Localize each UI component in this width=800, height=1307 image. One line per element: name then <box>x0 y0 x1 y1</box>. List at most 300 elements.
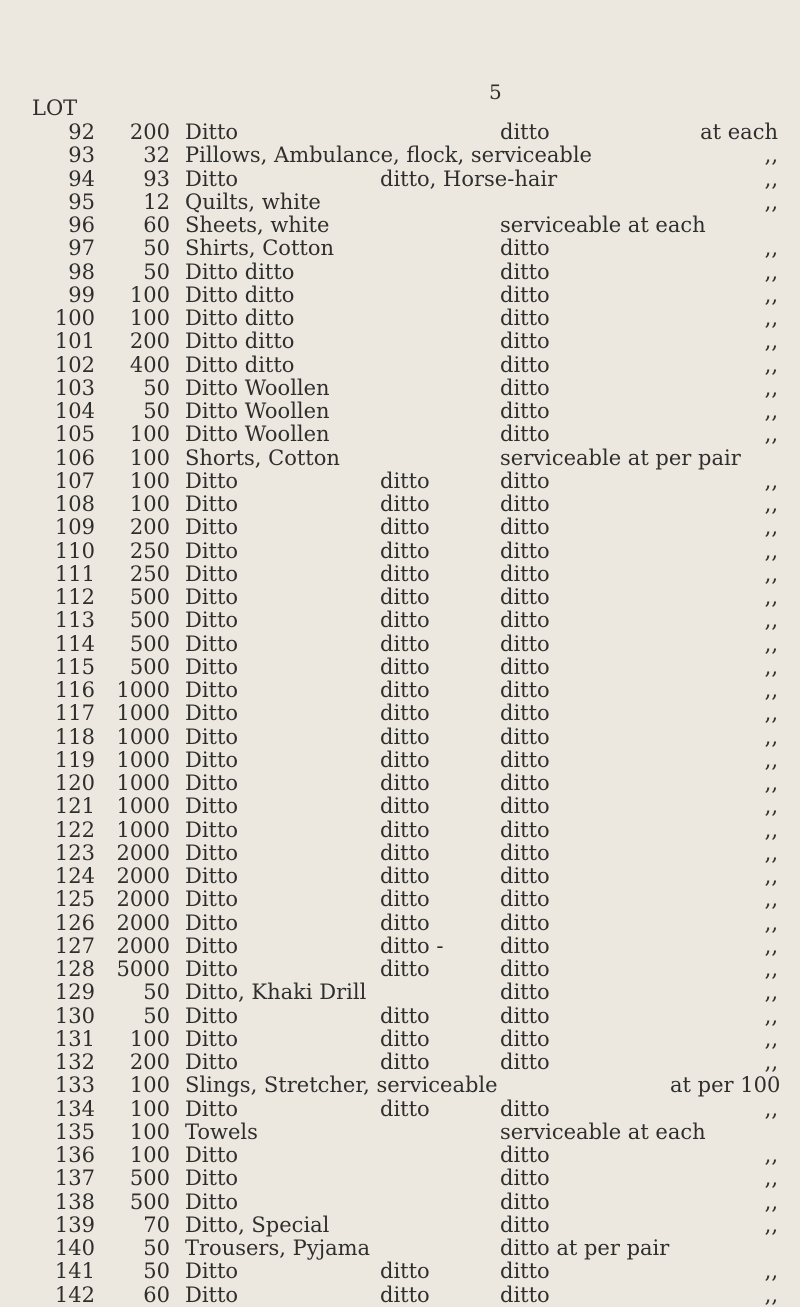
description-detail: ditto <box>380 1096 430 1121</box>
quantity: 1000 <box>116 747 170 772</box>
quantity: 100 <box>129 1096 170 1121</box>
price-basis: ,, <box>764 306 778 330</box>
description-detail: ditto <box>380 585 430 609</box>
description-detail: ditto <box>380 492 430 516</box>
description: Ditto <box>185 120 239 144</box>
description-detail: ditto <box>380 910 430 935</box>
lot-number: 139 <box>54 1212 95 1237</box>
lot-number: 122 <box>54 817 95 842</box>
description-detail: ditto <box>380 631 430 656</box>
lot-row <box>0 795 800 818</box>
lot-row <box>0 354 800 377</box>
description-detail: ditto, Horse-hair <box>380 166 558 191</box>
quantity: 1000 <box>116 701 170 726</box>
quantity: 400 <box>129 352 170 377</box>
description-detail: ditto <box>380 747 430 772</box>
quantity: 2000 <box>116 887 170 912</box>
price-basis: at per 100 <box>670 1073 781 1098</box>
lot-number: 112 <box>54 585 95 609</box>
quantity: 1000 <box>116 817 170 842</box>
description: Ditto Woollen <box>185 422 330 447</box>
price-basis: ,, <box>764 259 778 284</box>
quantity: 100 <box>129 1119 170 1144</box>
quantity: 2000 <box>116 864 170 888</box>
lot-row <box>0 865 800 888</box>
lot-number: 118 <box>54 724 95 749</box>
description-detail: ditto <box>380 724 430 749</box>
condition: ditto <box>500 352 550 377</box>
lot-row <box>0 563 800 586</box>
condition: ditto <box>500 1096 550 1121</box>
lot-number: 109 <box>54 515 95 540</box>
quantity: 500 <box>129 1189 170 1214</box>
quantity: 100 <box>129 1073 170 1098</box>
price-basis: ,, <box>764 468 778 493</box>
lot-number: 123 <box>54 840 95 865</box>
price-basis: ,, <box>764 771 778 795</box>
lot-number: 115 <box>54 654 95 679</box>
lot-row <box>0 470 800 493</box>
lot-number: 124 <box>54 864 95 888</box>
lot-number: 116 <box>54 678 95 702</box>
description-detail: ditto <box>380 1282 430 1307</box>
lot-row <box>0 493 800 516</box>
price-basis: ,, <box>764 585 778 609</box>
price-basis: ,, <box>764 399 778 423</box>
quantity: 100 <box>129 1143 170 1167</box>
condition: ditto <box>500 515 550 540</box>
quantity: 500 <box>129 1166 170 1191</box>
description-detail: ditto <box>380 1003 430 1028</box>
price-basis: ,, <box>764 375 778 400</box>
condition: ditto <box>500 422 550 447</box>
condition: ditto <box>500 980 550 1005</box>
lot-row <box>0 749 800 772</box>
description: Ditto <box>185 864 239 888</box>
lot-row <box>0 981 800 1004</box>
lot-row <box>0 237 800 260</box>
price-basis: ,, <box>764 492 778 516</box>
lot-number: 103 <box>54 375 95 400</box>
price-basis: ,, <box>764 1212 778 1237</box>
condition: ditto <box>500 747 550 772</box>
lot-row <box>0 609 800 632</box>
lot-row <box>0 819 800 842</box>
lot-number: 126 <box>54 910 95 935</box>
condition: ditto <box>500 933 550 958</box>
condition: serviceable at per pair <box>500 445 741 470</box>
lot-row <box>0 1237 800 1260</box>
condition: serviceable at each <box>500 213 706 237</box>
lot-row <box>0 1284 800 1307</box>
description-detail: ditto <box>380 468 430 493</box>
lot-header: LOT <box>32 96 78 120</box>
quantity: 100 <box>129 282 170 307</box>
lot-row <box>0 1121 800 1144</box>
condition: ditto <box>500 1166 550 1191</box>
lot-row <box>0 888 800 911</box>
lot-number: 93 <box>68 143 95 168</box>
description: Towels <box>185 1119 258 1144</box>
description: Sheets, white <box>185 213 330 237</box>
lot-row <box>0 330 800 353</box>
description-detail: ditto <box>380 887 430 912</box>
description: Shirts, Cotton <box>185 236 334 261</box>
description: Ditto <box>185 817 239 842</box>
lot-row <box>0 168 800 191</box>
price-basis: ,, <box>764 608 778 633</box>
lot-number: 130 <box>54 1003 95 1028</box>
quantity: 500 <box>129 631 170 656</box>
condition: ditto <box>500 678 550 702</box>
condition: ditto <box>500 864 550 888</box>
price-basis: ,, <box>764 189 778 214</box>
quantity: 100 <box>129 468 170 493</box>
quantity: 50 <box>143 399 170 423</box>
description: Ditto <box>185 1050 239 1074</box>
quantity: 2000 <box>116 840 170 865</box>
description: Ditto <box>185 608 239 633</box>
condition: ditto <box>500 817 550 842</box>
price-basis: ,, <box>764 1282 778 1307</box>
description: Ditto <box>185 468 239 493</box>
quantity: 100 <box>129 422 170 447</box>
condition: ditto <box>500 887 550 912</box>
quantity: 100 <box>129 492 170 516</box>
quantity: 70 <box>143 1212 170 1237</box>
condition: serviceable at each <box>500 1119 706 1144</box>
lot-number: 110 <box>54 538 95 563</box>
description: Ditto <box>185 933 239 958</box>
lot-row <box>0 958 800 981</box>
condition: ditto <box>500 1050 550 1074</box>
description-detail: ditto - <box>380 933 444 958</box>
price-basis: ,, <box>764 329 778 354</box>
price-basis: ,, <box>764 1259 778 1284</box>
condition: ditto at per pair <box>500 1236 670 1260</box>
description: Ditto <box>185 1282 239 1307</box>
lot-number: 102 <box>54 352 95 377</box>
lot-row <box>0 447 800 470</box>
lot-row <box>0 586 800 609</box>
price-basis: ,, <box>764 352 778 377</box>
condition: ditto <box>500 329 550 354</box>
condition: ditto <box>500 399 550 423</box>
description: Ditto <box>185 585 239 609</box>
price-basis: ,, <box>764 282 778 307</box>
condition: ditto <box>500 1003 550 1028</box>
price-basis: ,, <box>764 887 778 912</box>
price-basis: ,, <box>764 561 778 586</box>
lot-row <box>0 679 800 702</box>
lot-row <box>0 121 800 144</box>
lot-row <box>0 377 800 400</box>
quantity: 200 <box>129 515 170 540</box>
quantity: 12 <box>143 189 170 214</box>
quantity: 50 <box>143 259 170 284</box>
lot-row <box>0 1074 800 1097</box>
lot-list <box>0 121 800 1307</box>
condition: ditto <box>500 724 550 749</box>
description: Trousers, Pyjama <box>185 1236 371 1260</box>
description-detail: ditto <box>380 864 430 888</box>
lot-number: 142 <box>54 1282 95 1307</box>
quantity: 2000 <box>116 933 170 958</box>
lot-number: 140 <box>54 1236 95 1260</box>
price-basis: ,, <box>764 1166 778 1191</box>
quantity: 50 <box>143 1236 170 1260</box>
lot-row <box>0 214 800 237</box>
quantity: 500 <box>129 654 170 679</box>
lot-row <box>0 191 800 214</box>
lot-number: 106 <box>54 445 95 470</box>
price-basis: ,, <box>764 1096 778 1121</box>
lot-number: 92 <box>68 120 95 144</box>
lot-number: 99 <box>68 282 95 307</box>
description-detail: ditto <box>380 817 430 842</box>
lot-row <box>0 1144 800 1167</box>
description: Ditto <box>185 166 239 191</box>
condition: ditto <box>500 910 550 935</box>
description: Ditto <box>185 654 239 679</box>
price-basis: ,, <box>764 631 778 656</box>
condition: ditto <box>500 492 550 516</box>
price-basis: ,, <box>764 422 778 447</box>
price-basis: at each <box>700 120 778 144</box>
description: Ditto ditto <box>185 259 295 284</box>
lot-number: 127 <box>54 933 95 958</box>
description-detail: ditto <box>380 561 430 586</box>
quantity: 250 <box>129 561 170 586</box>
lot-number: 108 <box>54 492 95 516</box>
lot-number: 135 <box>54 1119 95 1144</box>
condition: ditto <box>500 538 550 563</box>
condition: ditto <box>500 1189 550 1214</box>
condition: ditto <box>500 608 550 633</box>
lot-number: 133 <box>54 1073 95 1098</box>
lot-number: 117 <box>54 701 95 726</box>
description: Ditto <box>185 724 239 749</box>
price-basis: ,, <box>764 794 778 819</box>
quantity: 1000 <box>116 771 170 795</box>
lot-row <box>0 1167 800 1190</box>
condition: ditto <box>500 259 550 284</box>
quantity: 500 <box>129 585 170 609</box>
condition: ditto <box>500 120 550 144</box>
quantity: 2000 <box>116 910 170 935</box>
lot-row <box>0 423 800 446</box>
condition: ditto <box>500 1212 550 1237</box>
quantity: 200 <box>129 120 170 144</box>
condition: ditto <box>500 282 550 307</box>
quantity: 200 <box>129 1050 170 1074</box>
lot-number: 128 <box>54 957 95 981</box>
lot-number: 119 <box>54 747 95 772</box>
lot-number: 97 <box>68 236 95 261</box>
description: Ditto <box>185 1026 239 1051</box>
price-basis: ,, <box>764 236 778 261</box>
condition: ditto <box>500 306 550 330</box>
lot-number: 137 <box>54 1166 95 1191</box>
lot-number: 132 <box>54 1050 95 1074</box>
lot-number: 125 <box>54 887 95 912</box>
quantity: 50 <box>143 1259 170 1284</box>
price-basis: ,, <box>764 957 778 981</box>
description: Ditto, Special <box>185 1212 330 1237</box>
quantity: 5000 <box>116 957 170 981</box>
description: Ditto <box>185 561 239 586</box>
lot-number: 100 <box>54 306 95 330</box>
price-basis: ,, <box>764 1050 778 1074</box>
lot-number: 120 <box>54 771 95 795</box>
lot-number: 131 <box>54 1026 95 1051</box>
description: Ditto <box>185 910 239 935</box>
description-detail: ditto <box>380 1259 430 1284</box>
lot-row <box>0 284 800 307</box>
condition: ditto <box>500 957 550 981</box>
price-basis: ,, <box>764 817 778 842</box>
condition: ditto <box>500 771 550 795</box>
price-basis: ,, <box>764 1026 778 1051</box>
lot-number: 134 <box>54 1096 95 1121</box>
price-basis: ,, <box>764 515 778 540</box>
price-basis: ,, <box>764 143 778 168</box>
description: Ditto <box>185 538 239 563</box>
lot-row <box>0 772 800 795</box>
description: Ditto <box>185 1143 239 1167</box>
description: Ditto <box>185 887 239 912</box>
description-detail: ditto <box>380 515 430 540</box>
quantity: 50 <box>143 375 170 400</box>
description: Ditto <box>185 1259 239 1284</box>
condition: ditto <box>500 631 550 656</box>
lot-number: 113 <box>54 608 95 633</box>
lot-number: 129 <box>54 980 95 1005</box>
description-detail: ditto <box>380 771 430 795</box>
lot-number: 101 <box>54 329 95 354</box>
description-detail: ditto <box>380 701 430 726</box>
price-basis: ,, <box>764 1003 778 1028</box>
lot-row <box>0 1191 800 1214</box>
description: Ditto <box>185 1189 239 1214</box>
price-basis: ,, <box>764 701 778 726</box>
description: Ditto, Khaki Drill <box>185 980 367 1005</box>
description: Ditto <box>185 794 239 819</box>
lot-row <box>0 656 800 679</box>
lot-row <box>0 702 800 725</box>
condition: ditto <box>500 840 550 865</box>
description-detail: ditto <box>380 538 430 563</box>
lot-row <box>0 633 800 656</box>
description: Ditto <box>185 771 239 795</box>
price-basis: ,, <box>764 933 778 958</box>
page-number: 5 <box>489 80 502 104</box>
lot-number: 95 <box>68 189 95 214</box>
lot-number: 104 <box>54 399 95 423</box>
lot-row <box>0 842 800 865</box>
condition: ditto <box>500 701 550 726</box>
description: Slings, Stretcher, serviceable <box>185 1073 498 1098</box>
quantity: 1000 <box>116 724 170 749</box>
price-basis: ,, <box>764 1143 778 1167</box>
lot-number: 96 <box>68 213 95 237</box>
quantity: 50 <box>143 236 170 261</box>
lot-row <box>0 935 800 958</box>
quantity: 60 <box>143 1282 170 1307</box>
price-basis: ,, <box>764 910 778 935</box>
price-basis: ,, <box>764 864 778 888</box>
lot-row <box>0 912 800 935</box>
description: Ditto <box>185 840 239 865</box>
lot-number: 138 <box>54 1189 95 1214</box>
description: Ditto <box>185 747 239 772</box>
lot-number: 111 <box>54 561 95 586</box>
description-detail: ditto <box>380 678 430 702</box>
condition: ditto <box>500 561 550 586</box>
quantity: 100 <box>129 445 170 470</box>
quantity: 50 <box>143 1003 170 1028</box>
description: Ditto <box>185 631 239 656</box>
description: Shorts, Cotton <box>185 445 340 470</box>
description-detail: ditto <box>380 957 430 981</box>
condition: ditto <box>500 585 550 609</box>
description: Quilts, white <box>185 189 321 214</box>
description: Ditto ditto <box>185 352 295 377</box>
quantity: 500 <box>129 608 170 633</box>
condition: ditto <box>500 1282 550 1307</box>
lot-row <box>0 1028 800 1051</box>
lot-row <box>0 307 800 330</box>
description: Pillows, Ambulance, flock, serviceable <box>185 143 592 168</box>
condition: ditto <box>500 1143 550 1167</box>
lot-number: 114 <box>54 631 95 656</box>
description-detail: ditto <box>380 654 430 679</box>
price-basis: ,, <box>764 166 778 191</box>
lot-row <box>0 1214 800 1237</box>
price-basis: ,, <box>764 654 778 679</box>
lot-number: 141 <box>54 1259 95 1284</box>
lot-row <box>0 1051 800 1074</box>
condition: ditto <box>500 375 550 400</box>
description-detail: ditto <box>380 1050 430 1074</box>
lot-row <box>0 1098 800 1121</box>
description: Ditto <box>185 1096 239 1121</box>
quantity: 250 <box>129 538 170 563</box>
lot-row <box>0 1005 800 1028</box>
lot-row <box>0 400 800 423</box>
quantity: 32 <box>143 143 170 168</box>
quantity: 100 <box>129 306 170 330</box>
lot-row <box>0 516 800 539</box>
quantity: 50 <box>143 980 170 1005</box>
condition: ditto <box>500 1259 550 1284</box>
lot-row <box>0 1260 800 1283</box>
price-basis: ,, <box>764 747 778 772</box>
condition: ditto <box>500 468 550 493</box>
lot-number: 107 <box>54 468 95 493</box>
price-basis: ,, <box>764 980 778 1005</box>
lot-number: 94 <box>68 166 95 191</box>
quantity: 60 <box>143 213 170 237</box>
price-basis: ,, <box>764 724 778 749</box>
lot-number: 105 <box>54 422 95 447</box>
description: Ditto <box>185 678 239 702</box>
lot-row <box>0 144 800 167</box>
lot-number: 136 <box>54 1143 95 1167</box>
description: Ditto <box>185 515 239 540</box>
quantity: 93 <box>143 166 170 191</box>
quantity: 1000 <box>116 794 170 819</box>
